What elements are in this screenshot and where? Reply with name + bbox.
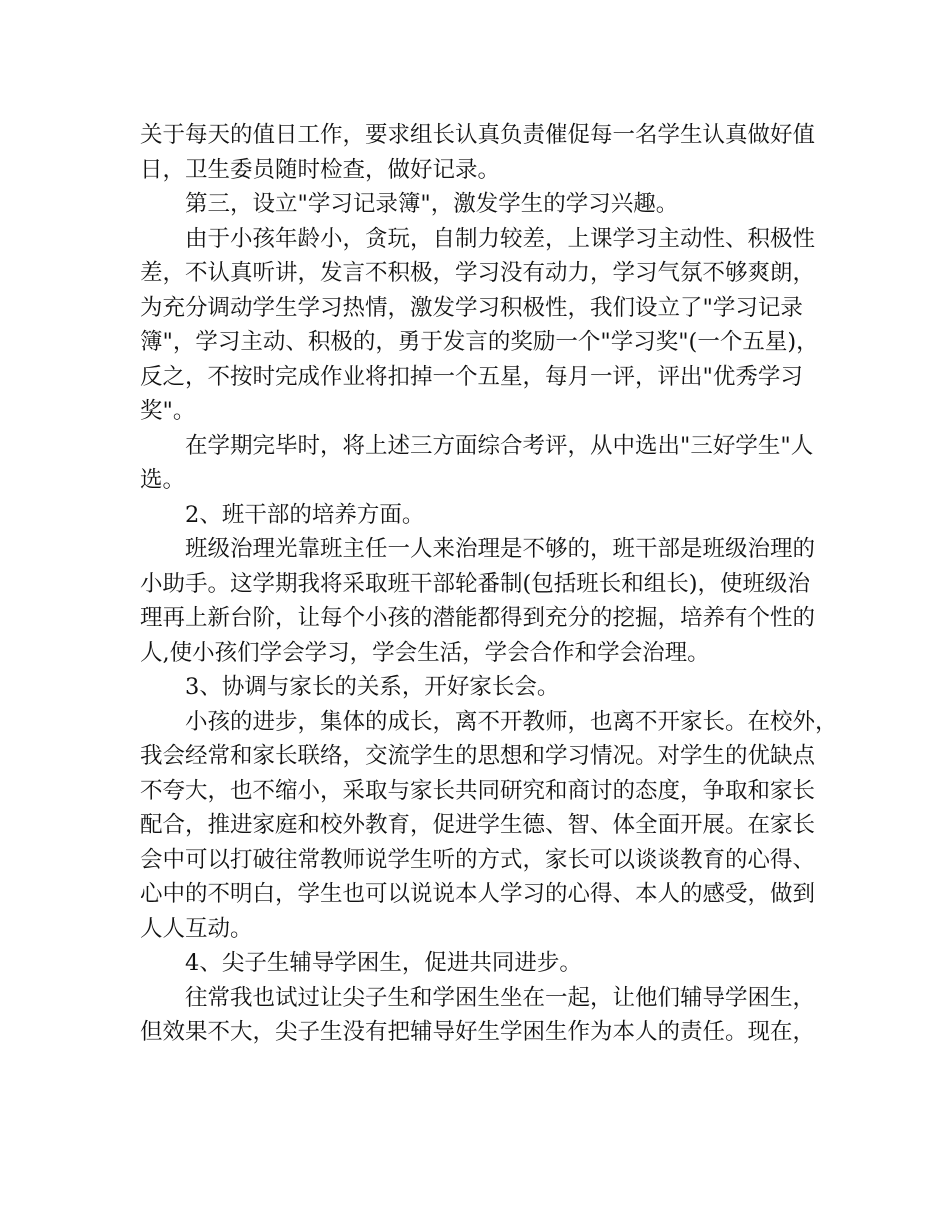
text-line: 我会经常和家长联络，交流学生的思想和学习情况。对学生的优缺点: [140, 743, 816, 769]
text-line: 为充分调动学生学习热情，激发学习积极性，我们设立了"学习记录: [140, 294, 803, 321]
text-line: 小助手。这学期我将采取班干部轮番制(包括班长和组长)，使班级治: [140, 570, 811, 597]
text-line: 会中可以打破往常教师说学生听的方式，家长可以谈谈教育的心得、: [140, 846, 816, 873]
text-line: 人人互动。: [140, 915, 253, 942]
text-line: 配合，推进家庭和校外教育，促进学生德、智、体全面开展。在家长: [140, 812, 816, 838]
text-line: 簿"，学习主动、积极的，勇于发言的奖励一个"学习奖"(一个五星)，: [140, 329, 819, 355]
text-line: 3、协调与家长的关系，开好家长会。: [185, 674, 560, 700]
text-line: 差，不认真听讲，发言不积极，学习没有动力，学习气氛不够爽朗，: [140, 260, 816, 286]
text-line: 4、尖子生辅导学困生，促进共同进步。: [185, 950, 582, 976]
text-line: 班级治理光靠班主任一人来治理是不够的，班干部是班级治理的: [185, 536, 816, 562]
text-line: 心中的不明白，学生也可以说说本人学习的心得、本人的感受，做到: [140, 881, 816, 907]
text-line: 关于每天的值日工作，要求组长认真负责催促每一名学生认真做好值: [140, 122, 816, 148]
text-line: 第三，设立"学习记录簿"，激发学生的学习兴趣。: [185, 191, 679, 217]
text-line: 不夸大，也不缩小，采取与家长共同研究和商讨的态度，争取和家长: [140, 777, 816, 804]
text-line: 日，卫生委员随时检查，做好记录。: [140, 156, 501, 183]
text-line: 人,使小孩们学会学习，学会生活，学会合作和学会治理。: [140, 639, 710, 666]
text-line: 2、班干部的培养方面。: [185, 501, 425, 528]
text-line: 反之，不按时完成作业将扣掉一个五星，每月一评，评出"优秀学习: [140, 363, 803, 390]
text-line: 选。: [140, 467, 186, 493]
text-line: 由于小孩年龄小，贪玩，自制力较差，上课学习主动性、积极性: [185, 225, 816, 252]
text-line: 理再上新台阶，让每个小孩的潜能都得到充分的挖掘，培养有个性的: [140, 605, 816, 631]
text-line: 往常我也试过让尖子生和学困生坐在一起，让他们辅导学困生，: [185, 984, 816, 1011]
text-line: 但效果不大，尖子生没有把辅导好生学困生作为本人的责任。现在，: [140, 1019, 816, 1045]
text-line: 在学期完毕时，将上述三方面综合考评，从中选出"三好学生"人: [185, 432, 814, 459]
text-line: 奖"。: [140, 398, 196, 424]
document-body: [140, 118, 838, 1050]
text-line: 小孩的进步，集体的成长，离不开教师，也离不开家长。在校外，: [185, 708, 838, 735]
